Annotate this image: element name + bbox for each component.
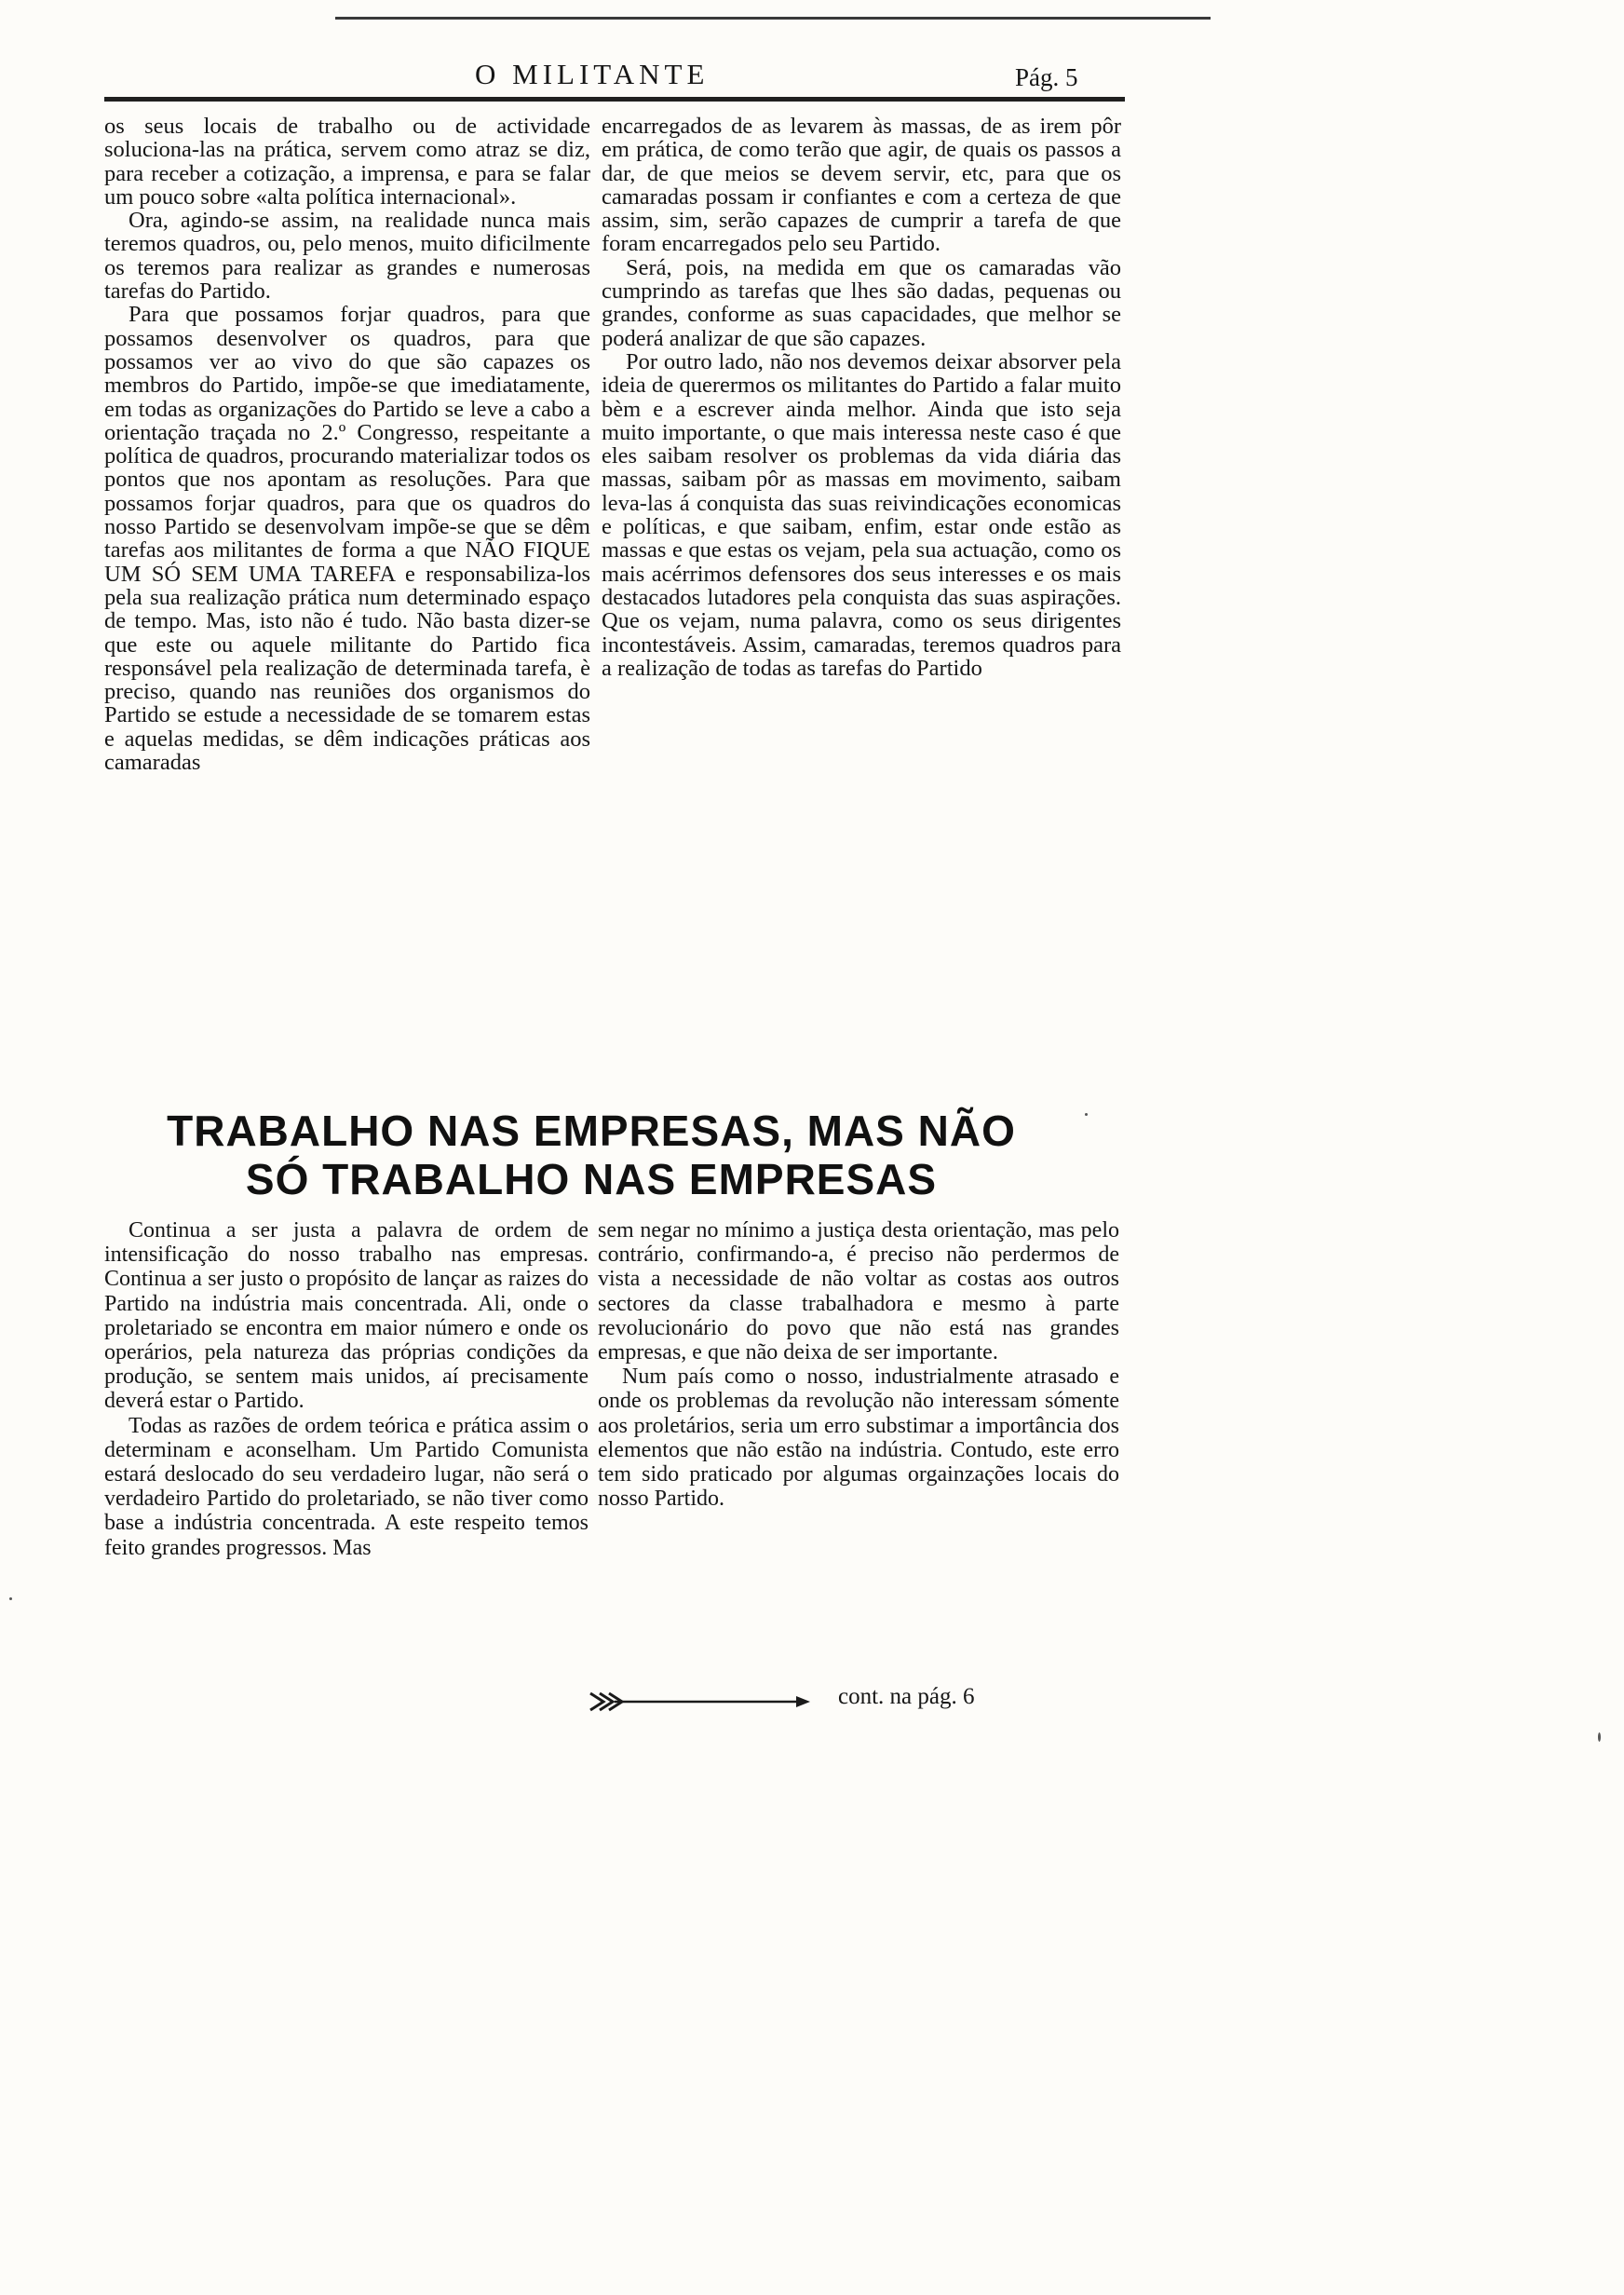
top-article-column-1 — [104, 115, 590, 774]
paragraph: Para que possamos forjar quadros, para que possamos desenvolver os quadros, para que possamos ver ao vivo do que são capazes os membros do Partido, impõe-se que imediatamente, em todas as organizações do Partido se leve a cabo a orientação traçada no 2.º Congresso, respeitante a política de quadros, procurando materializar todos os pontos que nos apontam as resoluções. Para que possamos forjar quadros, para que os quadros do nosso Partido se desenvolvam impõe-se que se dêm tarefas aos militantes de forma a que NÃO FIQUE UM SÓ SEM UMA TAREFA e responsabiliza-los pela sua realização prática num determinado espaço de tempo. Mas, isto não é tudo. Não basta dizer-se que este ou aquele militante do Partido fica responsável pela realização de determinada tarefa, è preciso, quando nas reuniões dos organismos do Partido se estude a necessidade de se tomarem estas e aquelas medidas, se dêm indicações práticas aos camaradas — [104, 302, 590, 776]
paragraph: Será, pois, na medida em que os camaradas vão cumprindo as tarefas que lhes são dadas, pequenas ou grandes, conforme as suas capacidades, que melhor se poderá analizar de que são capazes. — [602, 254, 1121, 351]
paragraph: Num país como o nosso, industrialmente atrasado e onde os problemas da revolução não interessam sómente aos proletários, seria um erro substimar a importância dos elementos que não estão na indústria. Contudo, este erro tem sido praticado por algumas orgainzações locais do nosso Partido. — [598, 1365, 1119, 1512]
continuation-arrow-icon — [587, 1688, 829, 1716]
paragraph: Por outro lado, não nos devemos deixar absorver pela ideia de querermos os militantes do Partido a falar muito bèm e a escrever ainda melhor. Ainda que isto seja muito importante, o que mais interessa neste caso é que eles saibam resolver os problemas da vida diária das massas, saibam pôr as massas em movimento, saibam leva-las á conquista das suas reivindicações economicas e políticas, e que saibam, enfim, estar onde estão as massas e que estas os vejam, pela sua actuação, como os mais acérrimos defensores dos seus interesses e os mais destacados lutadores pela conquista das suas aspirações. Que os vejam, numa palavra, como os seus dirigentes incontestáveis. Assim, camaradas, teremos quadros para a realização de todas as tarefas do Partido — [602, 348, 1121, 681]
headline-line-1: TRABALHO NAS EMPRESAS, MAS NÃO — [167, 1107, 1016, 1155]
page-header — [102, 58, 1127, 99]
header-rule — [104, 97, 1125, 102]
continued-on-page: cont. na pág. 6 — [838, 1684, 975, 1709]
top-article-column-2 — [602, 115, 1121, 680]
newspaper-title: O MILITANTE — [475, 58, 710, 90]
paragraph: Todas as razões de ordem teórica e prática assim o determinam e aconselham. Um Partido Comunista estará deslocado do seu verdadeiro lugar, não será o verdadeiro Partido do proletariado, se não tiver como base a indústria concentrada. A este respeito temos feito grandes progressos. Mas — [104, 1413, 589, 1560]
headline-line-2: SÓ TRABALHO NAS EMPRESAS — [245, 1155, 938, 1203]
paragraph: sem negar no mínimo a justiça desta orientação, mas pelo contrário, confirmando-a, é preciso não perdermos de vista a necessidade de não voltar as costas aos outros sectores da classe trabalhadora e mesmo à parte revolucionário do povo que não está nas grandes empresas, e que não deixa de ser importante. — [598, 1218, 1119, 1365]
paragraph: Continua a ser justa a palavra de ordem de intensificação do nosso trabalho nas empresas. Continua a ser justo o propósito de lançar as raizes do Partido na indústria mais concentrada. Ali, onde o proletariado se encontra em maior número e onde os operários, pela natureza das próprias condições da produção, se sentem mais unidos, aí precisamente deverá estar o Partido. — [104, 1218, 589, 1414]
scan-speck — [9, 1597, 12, 1600]
scan-speck — [1598, 1732, 1601, 1742]
top-rule — [335, 17, 1211, 20]
page-number: Pág. 5 — [1015, 63, 1078, 91]
paragraph: os seus locais de trabalho ou de actividade soluciona-las na prática, servem como atraz se diz, para receber a cotização, a imprensa, e para se falar um pouco sobre «alta política internacional». — [104, 114, 590, 210]
bottom-article-column-2 — [598, 1218, 1119, 1511]
bottom-article-column-1 — [104, 1218, 589, 1560]
paragraph: Ora, agindo-se assim, na realidade nunca mais teremos quadros, ou, pelo menos, muito dificilmente os teremos para realizar as grandes e numerosas tarefas do Partido. — [104, 208, 590, 305]
article-headline — [149, 1107, 1034, 1203]
scan-speck — [1085, 1113, 1088, 1116]
paragraph: encarregados de as levarem às massas, de as irem pôr em prática, de como terão que agir, de quais os passos a dar, de que meios se devem servir, etc, para que os camaradas possam ir confiantes e com a certeza de que assim, sim, serão capazes de cumprir a tarefa de que foram encarregados pelo seu Partido. — [602, 114, 1121, 257]
